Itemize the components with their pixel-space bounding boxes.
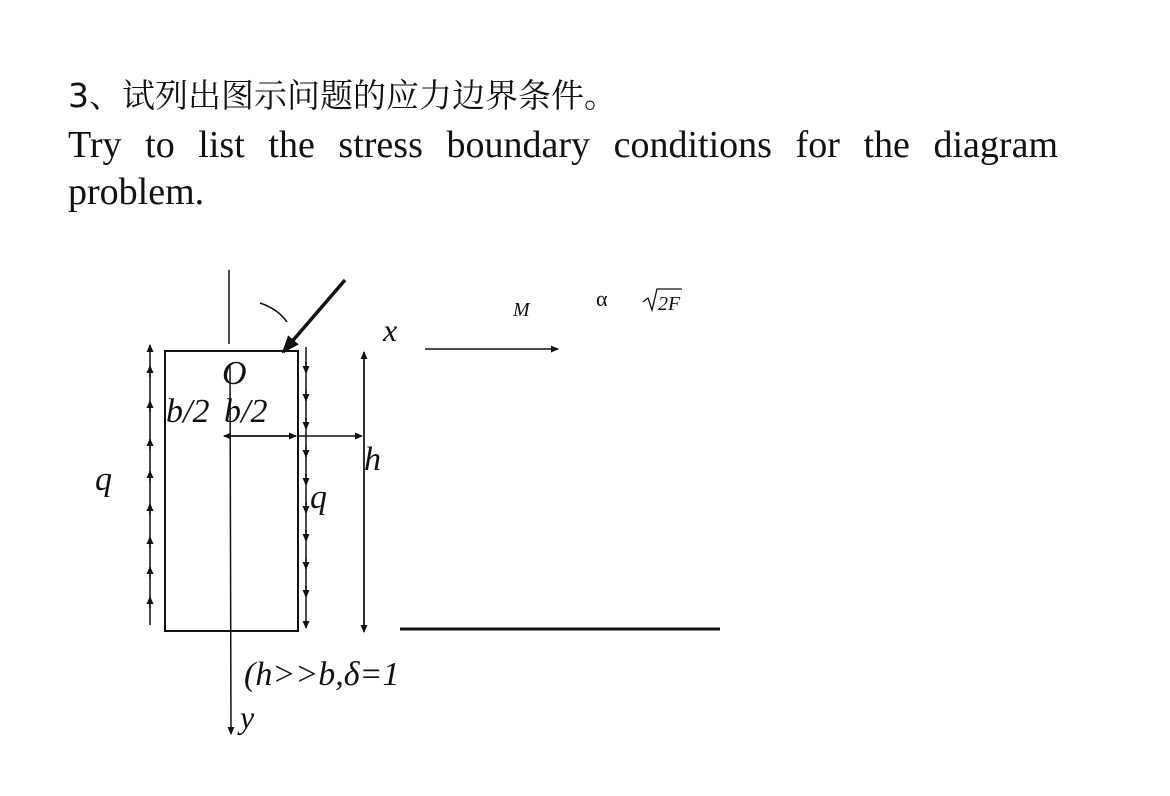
angle-label: α bbox=[596, 286, 608, 311]
question-text-english: Try to list the stress boundary conditions for the diagram problem. bbox=[68, 124, 1058, 213]
moment-label: M bbox=[513, 299, 530, 321]
left-load-label: q bbox=[95, 461, 112, 498]
x-axis-label: x bbox=[383, 312, 398, 348]
origin-label: O bbox=[222, 355, 247, 392]
y-axis-label: y bbox=[240, 699, 255, 735]
half-width-right-label: b/2 bbox=[224, 393, 268, 430]
height-label: h bbox=[364, 441, 381, 478]
angle-arc bbox=[260, 303, 287, 322]
condition-label: (h>>b,δ=1 bbox=[244, 656, 400, 693]
right-load-label: q bbox=[310, 479, 327, 516]
half-width-left-label: b/2 bbox=[166, 393, 210, 430]
question-title: 3、试列出图示问题的应力边界条件。 bbox=[68, 76, 617, 115]
force-magnitude-label: 2F bbox=[658, 293, 681, 315]
force-arrow bbox=[283, 280, 345, 352]
